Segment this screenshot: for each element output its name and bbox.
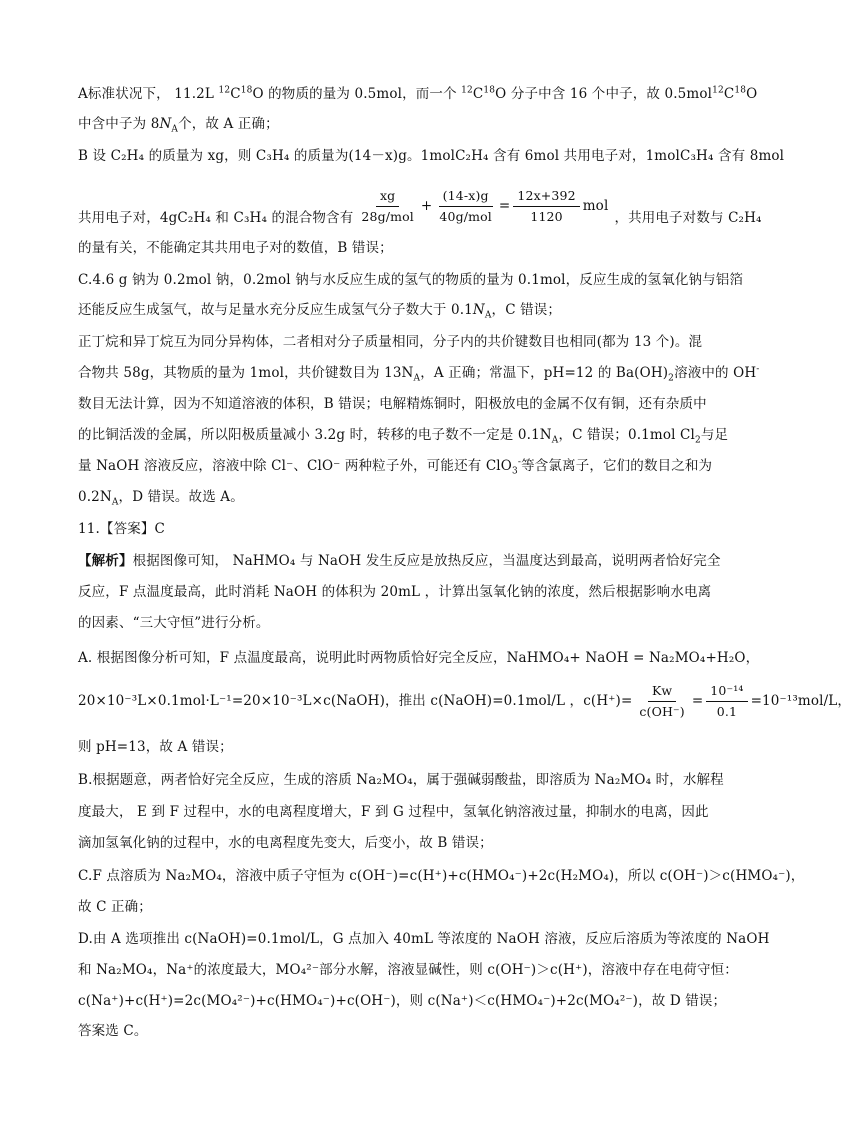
line-e3: 反应，F 点温度最高，此时消耗 NaOH 的体积为 20mL ，计算出氢氧化钠的浓度，然后根据影响水电离 xyxy=(78,584,712,600)
line-d1: 正丁烷和异丁烷互为同分异构体，二者相对分子质量相同，分子内的共价键数目也相同(都为 13 个)。混 xyxy=(78,334,703,350)
line-d5: 数目无法计算，因为不知道溶液的体积，B 错误；电解精炼铜时，阳极放电的金属不仅有铜，还有杂质中 xyxy=(78,396,707,412)
line-C2: 故 C 正确； xyxy=(78,899,152,915)
line-A1: A. 根据图像分析可知，F 点温度最高，说明此时两物质恰好完全反应，NaHMO₄+ NaOH = Na₂MO₄+H₂O， xyxy=(78,650,760,666)
line-d9: 量 NaOH 溶液反应，溶液中除 Cl⁻、ClO⁻ 两种粒子外，可能还有 ClO$_3$-等含氯离子，它们的数目之和为 xyxy=(78,457,713,477)
line-e4: 的因素、“三大守恒”进行分析。 xyxy=(78,615,270,631)
fraction-c3h4: $\frac{(14-x)g}{\text{40g/mol}}$ xyxy=(439,187,492,224)
line-c1: C.4.6 g 钠为 0.2mol 钠，0.2mol 钠与水反应生成的氢气的物质的量为 0.1mol，反应生成的氢氧化钠与铝箔 xyxy=(78,272,744,288)
line-a2: 中含中子为 $8N_A$个，故 A 正确； xyxy=(78,116,279,135)
fraction-result: $\frac{12x+392}{1120}$ xyxy=(513,188,579,225)
line-b-formula: 共用电子对，4gC₂H₄ 和 C₃H₄ 的混合物含有 $\frac{xg}{\text{28g/mol}}$ + $\frac{(14-x)g}{\text{40g/mol}}$ = $\frac{12x+392}{1120}$ mol ，共用电子对数与 C₂H₄ xyxy=(78,187,762,226)
line-answer: 答案选 C。 xyxy=(78,1023,148,1039)
line-C1: C.F 点溶质为 Na₂MO₄，溶液中质子守恒为 c(OH⁻)=c(H⁺)+c(HMO₄⁻)+2c(H₂MO₄)，所以 c(OH⁻)＞c(HMO₄⁻)， xyxy=(78,868,805,884)
line-B3: 滴加氢氧化钠的过程中，水的电离程度先变大，后变小，故 B 错误； xyxy=(78,835,493,851)
line-A2-formula: 20×10⁻³L×0.1mol·L⁻¹=20×10⁻³L×c(NaOH)，推出 c(NaOH)=0.1mol/L ，c(H⁺)= $\frac{Kw}{c(OH^-)}$ = $\frac{\text{10⁻¹⁴}}{0.1}$ =10⁻¹³mol/L， xyxy=(78,682,851,719)
fraction-ionproduct: $\frac{\text{10⁻¹⁴}}{0.1}$ xyxy=(706,683,747,720)
fraction-c2h4: $\frac{xg}{\text{28g/mol}}$ xyxy=(361,187,414,224)
line-e2: 【解析】根据图像可知， NaHMO₄ 与 NaOH 发生反应是放热反应，当温度达到最高，说明两者恰好完全 xyxy=(78,553,721,569)
answer-title-11: 11.【答案】C xyxy=(78,521,165,537)
line-b4: 的量有关，不能确定其共用电子对的数值，B 错误； xyxy=(78,240,393,256)
line-A4: 则 pH=13，故 A 错误； xyxy=(78,739,233,755)
line-c2: 还能反应生成氢气，故与足量水充分反应生成氢气分子数大于 $0.1N_A$，C 错误； xyxy=(78,302,562,321)
line-D3: c(Na⁺)+c(H⁺)=2c(MO₄²⁻)+c(HMO₄⁻)+c(OH⁻)，则 c(Na⁺)＜c(HMO₄⁻)+2c(MO₄²⁻)，故 D 错误； xyxy=(78,993,727,1009)
line-d6: 的比铜活泼的金属，所以阳极质量减小 3.2g 时，转移的电子数不一定是 $0.1N_A$，C 错误；0.1mol $Cl_2$与足 xyxy=(78,427,729,446)
equals-sign: = xyxy=(498,198,511,214)
line-B1: B.根据题意，两者恰好完全反应，生成的溶质 Na₂MO₄，属于强碱弱酸盐，即溶质为 Na₂MO₄ 时，水解程 xyxy=(78,772,724,788)
line-D2: 和 Na₂MO₄，Na⁺的浓度最大，MO₄²⁻部分水解，溶液显碱性，则 c(OH⁻)＞c(H⁺)，溶液中存在电荷守恒： xyxy=(78,962,738,978)
line-b1: B 设 C₂H₄ 的质量为 xg，则 C₃H₄ 的质量为(14－x)g。1molC₂H₄ 含有 6mol 共用电子对，1molC₃H₄ 含有 8mol xyxy=(78,148,785,164)
line-B2: 度最大， E 到 F 过程中，水的电离程度增大，F 到 G 过程中，氢氧化钠溶液过量，抑制水的电离，因此 xyxy=(78,804,709,820)
line-d2: 合物共 58g，其物质的量为 1mol，共价键数目为 $13N_A$，A 正确；常温下，pH=12 的 $Ba(OH)_2$溶液中的 OH- xyxy=(78,364,760,384)
plus-sign: + xyxy=(420,198,433,214)
line-a1: A标准状况下， 11.2L $^{12}C^{18}O$ 的物质的量为 0.5mol，而一个 $^{12}C^{18}O$ 分子中含 16 个中子，故 $0.5mol^{12}C^{18}O$ xyxy=(78,85,758,102)
line-D1: D.由 A 选项推出 c(NaOH)=0.1mol/L，G 点加入 40mL 等浓度的 NaOH 溶液，反应后溶质为等浓度的 NaOH xyxy=(78,931,770,947)
line-d11: $0.2N_A$，D 错误。故选 A。 xyxy=(78,489,244,508)
fraction-kw: $\frac{Kw}{c(OH^-)}$ xyxy=(639,682,685,719)
